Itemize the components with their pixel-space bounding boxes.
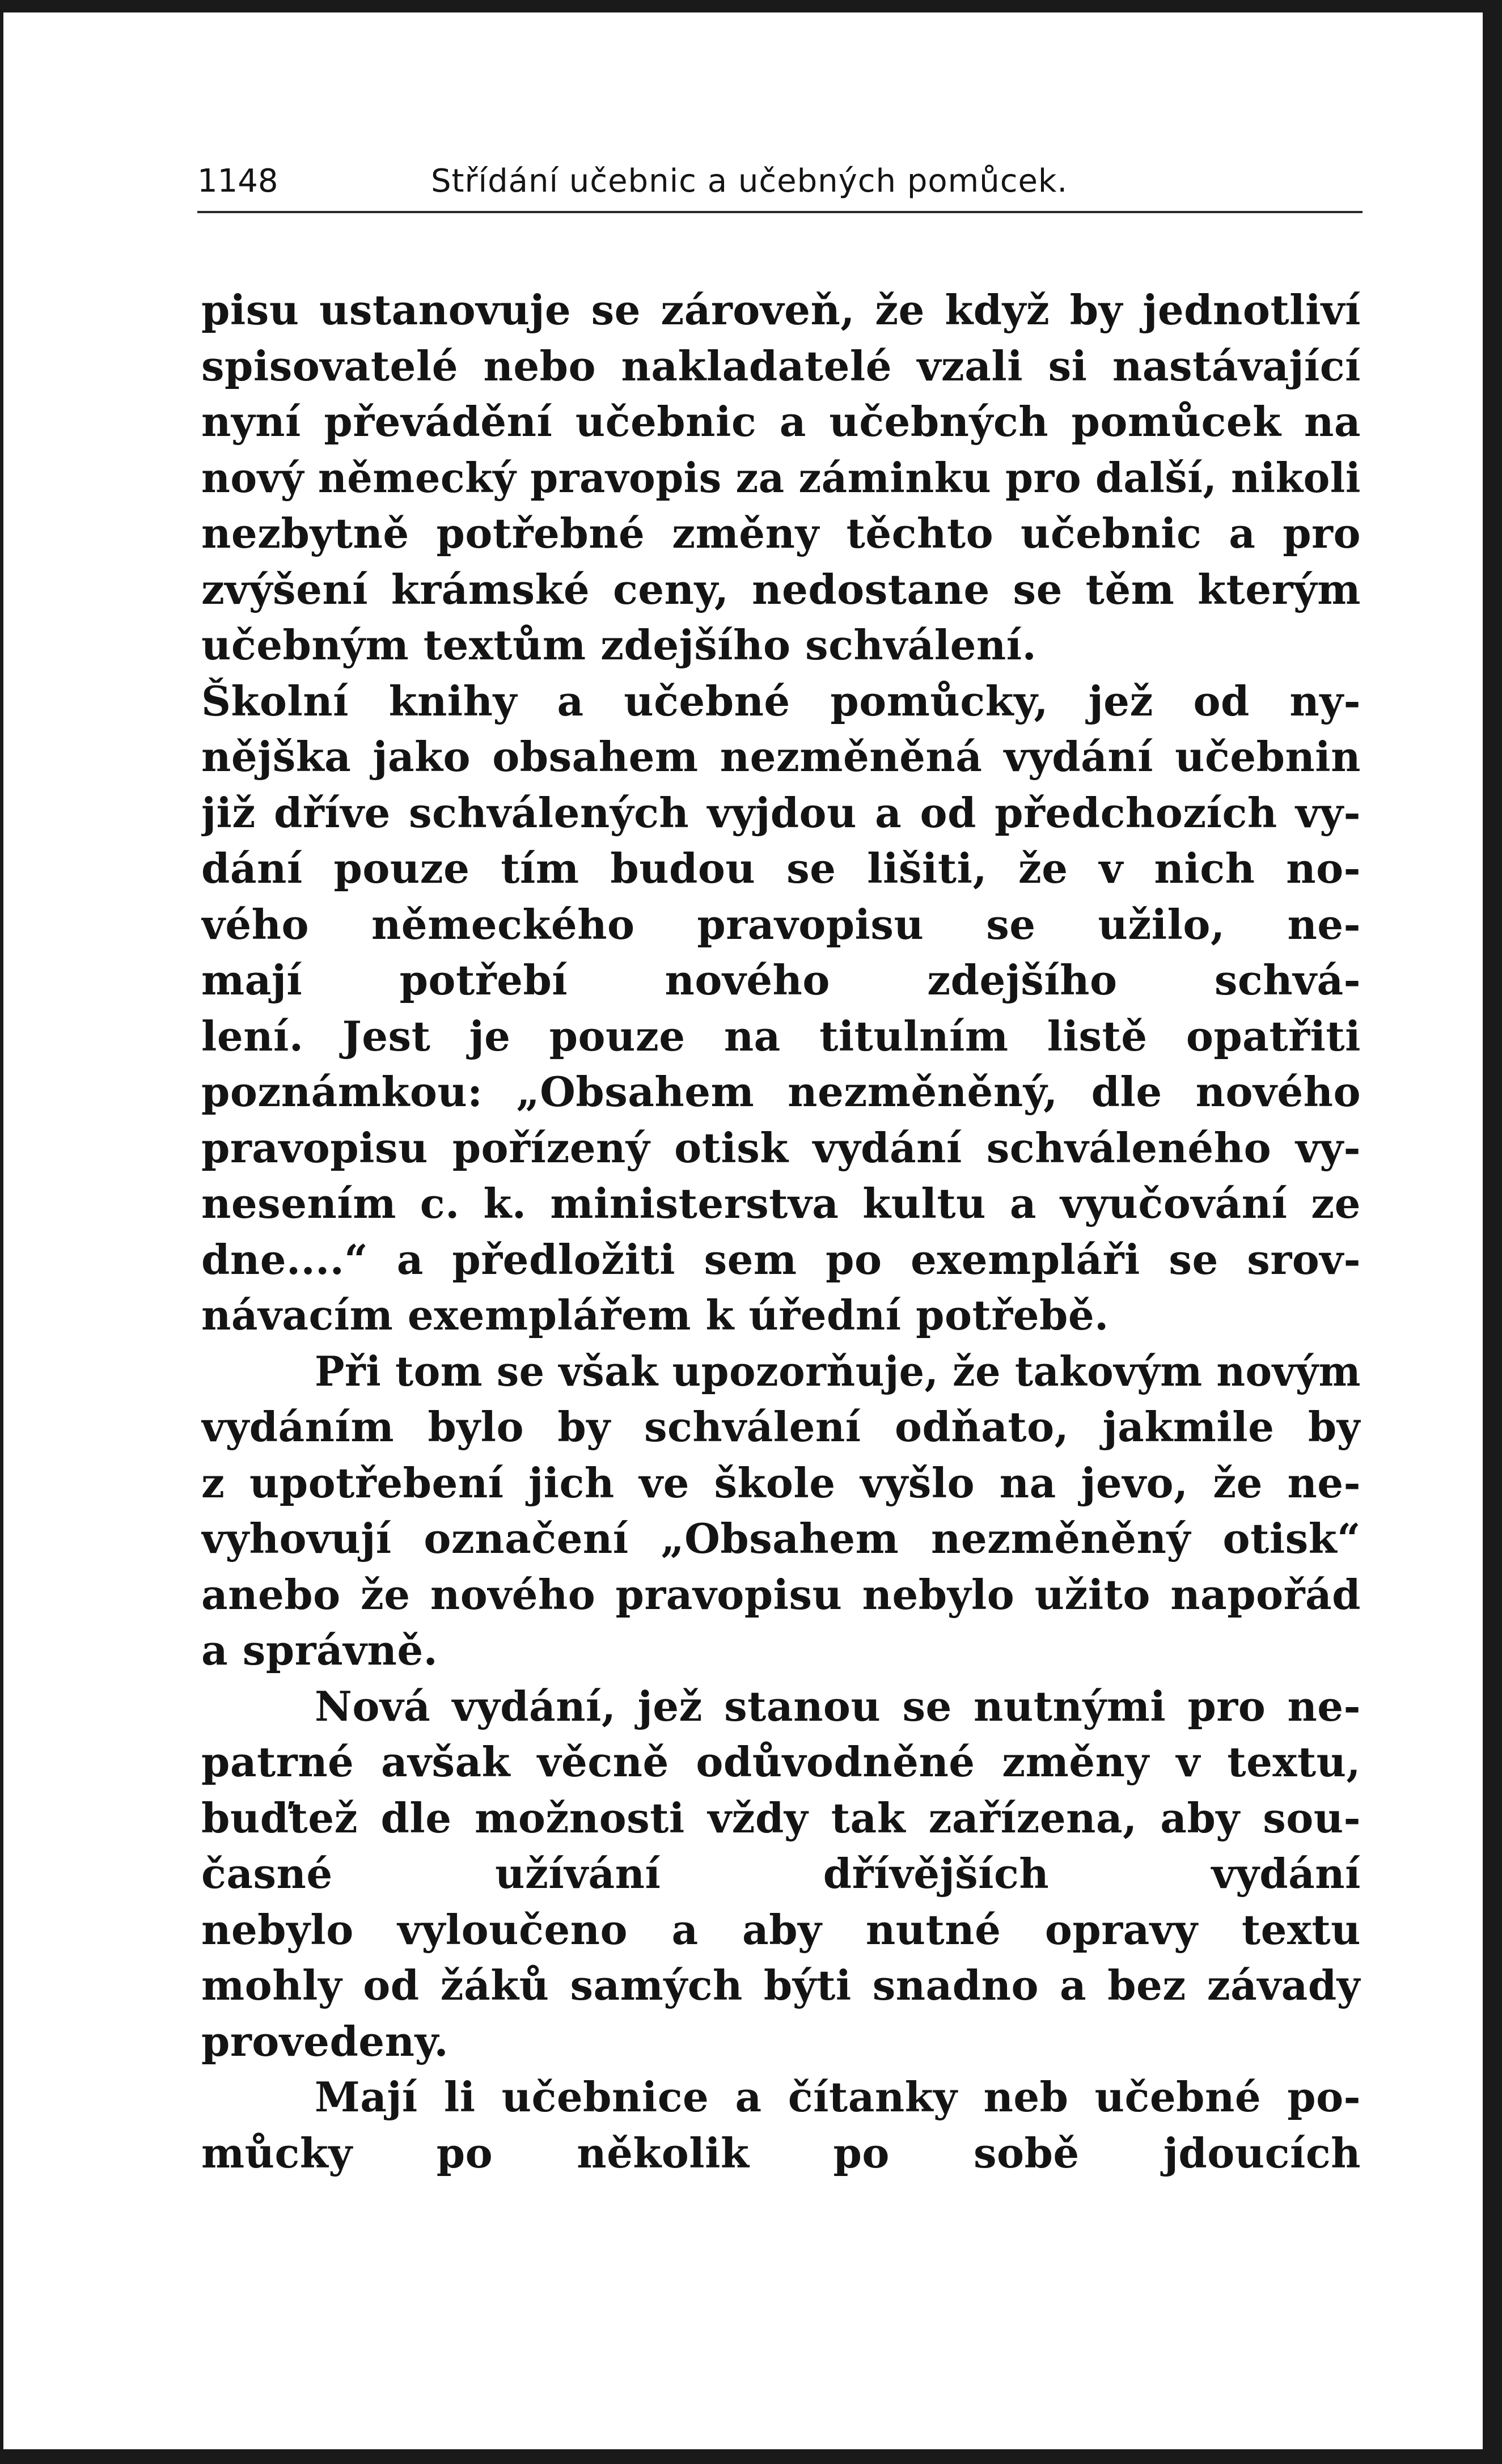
text-line: patrné avšak věcně odůvodněné změny v textu, [201,1738,1361,1786]
text-line: buďtež dle možnosti vždy tak zařízena, aby sou- [201,1793,1361,1842]
text-line: časné užívání dřívějších vydání [201,1849,1361,1898]
text-line: již dříve schválených vyjdou a od předchozích vy- [201,788,1361,837]
text-line: mohly od žáků samých býti snadno a bez závady [201,1961,1361,2009]
text-line: učebným textům zdejšího schválení. [201,621,1037,669]
text-line: Mají li učebnice a čítanky neb učebné po- [315,2073,1361,2121]
page-number: 1148 [197,163,278,200]
text-line: návacím exemplářem k úřední potřebě. [201,1291,1109,1339]
text-line: pisu ustanovuje se zároveň, že když by jednotliví [201,286,1361,334]
text-line: z upotřebení jich ve škole vyšlo na jevo, že ne- [201,1458,1361,1507]
running-title: Střídání učebnic a učebných pomůcek. [431,163,1068,200]
text-line: anebo že nového pravopisu nebylo užito napořád [201,1570,1361,1619]
header-divider [197,211,1363,213]
text-line: Školní knihy a učebné pomůcky, jež od ny- [201,676,1361,725]
text-line: dání pouze tím budou se lišiti, že v nich no- [201,844,1361,892]
text-line: nový německý pravopis za záminku pro další, nikoli [201,453,1361,502]
text-line: můcky po několik po sobě jdoucích [201,2128,1361,2177]
page-header [197,159,1363,204]
text-line: a správně. [201,1626,438,1674]
text-line: vydáním bylo by schválení odňato, jakmile by [201,1403,1361,1451]
text-line: Nová vydání, jež stanou se nutnými pro ne- [315,1682,1361,1730]
body-text [201,282,1361,2181]
text-line: spisovatelé nebo nakladatelé vzali si nastávající [201,341,1361,390]
text-line: mají potřebí nového zdejšího schvá- [201,956,1361,1004]
text-line: poznámkou: „Obsahem nezměněný, dle nového [201,1068,1361,1116]
text-line: nezbytně potřebné změny těchto učebnic a pro [201,509,1361,557]
text-line: nyní převádění učebnic a učebných pomůcek na [201,397,1361,446]
text-line: nějška jako obsahem nezměněná vydání učebnin [201,733,1361,781]
text-line: dne....“ a předložiti sem po exempláři se srov- [201,1235,1361,1284]
text-line: lení. Jest je pouze na titulním listě opatřiti [201,1011,1361,1060]
text-line: zvýšení krámské ceny, nedostane se těm kterým [201,565,1361,613]
text-line: pravopisu pořízený otisk vydání schváleného vy- [201,1123,1361,1172]
text-line: vého německého pravopisu se užilo, ne- [201,900,1361,949]
text-line: Při tom se však upozorňuje, že takovým novým [315,1347,1361,1395]
text-line: nesením c. k. ministerstva kultu a vyučování ze [201,1179,1361,1227]
text-line: provedeny. [201,2017,449,2065]
text-line: vyhovují označení „Obsahem nezměněný otisk“ [201,1514,1361,1563]
text-line: nebylo vyloučeno a aby nutné opravy textu [201,1905,1361,1954]
